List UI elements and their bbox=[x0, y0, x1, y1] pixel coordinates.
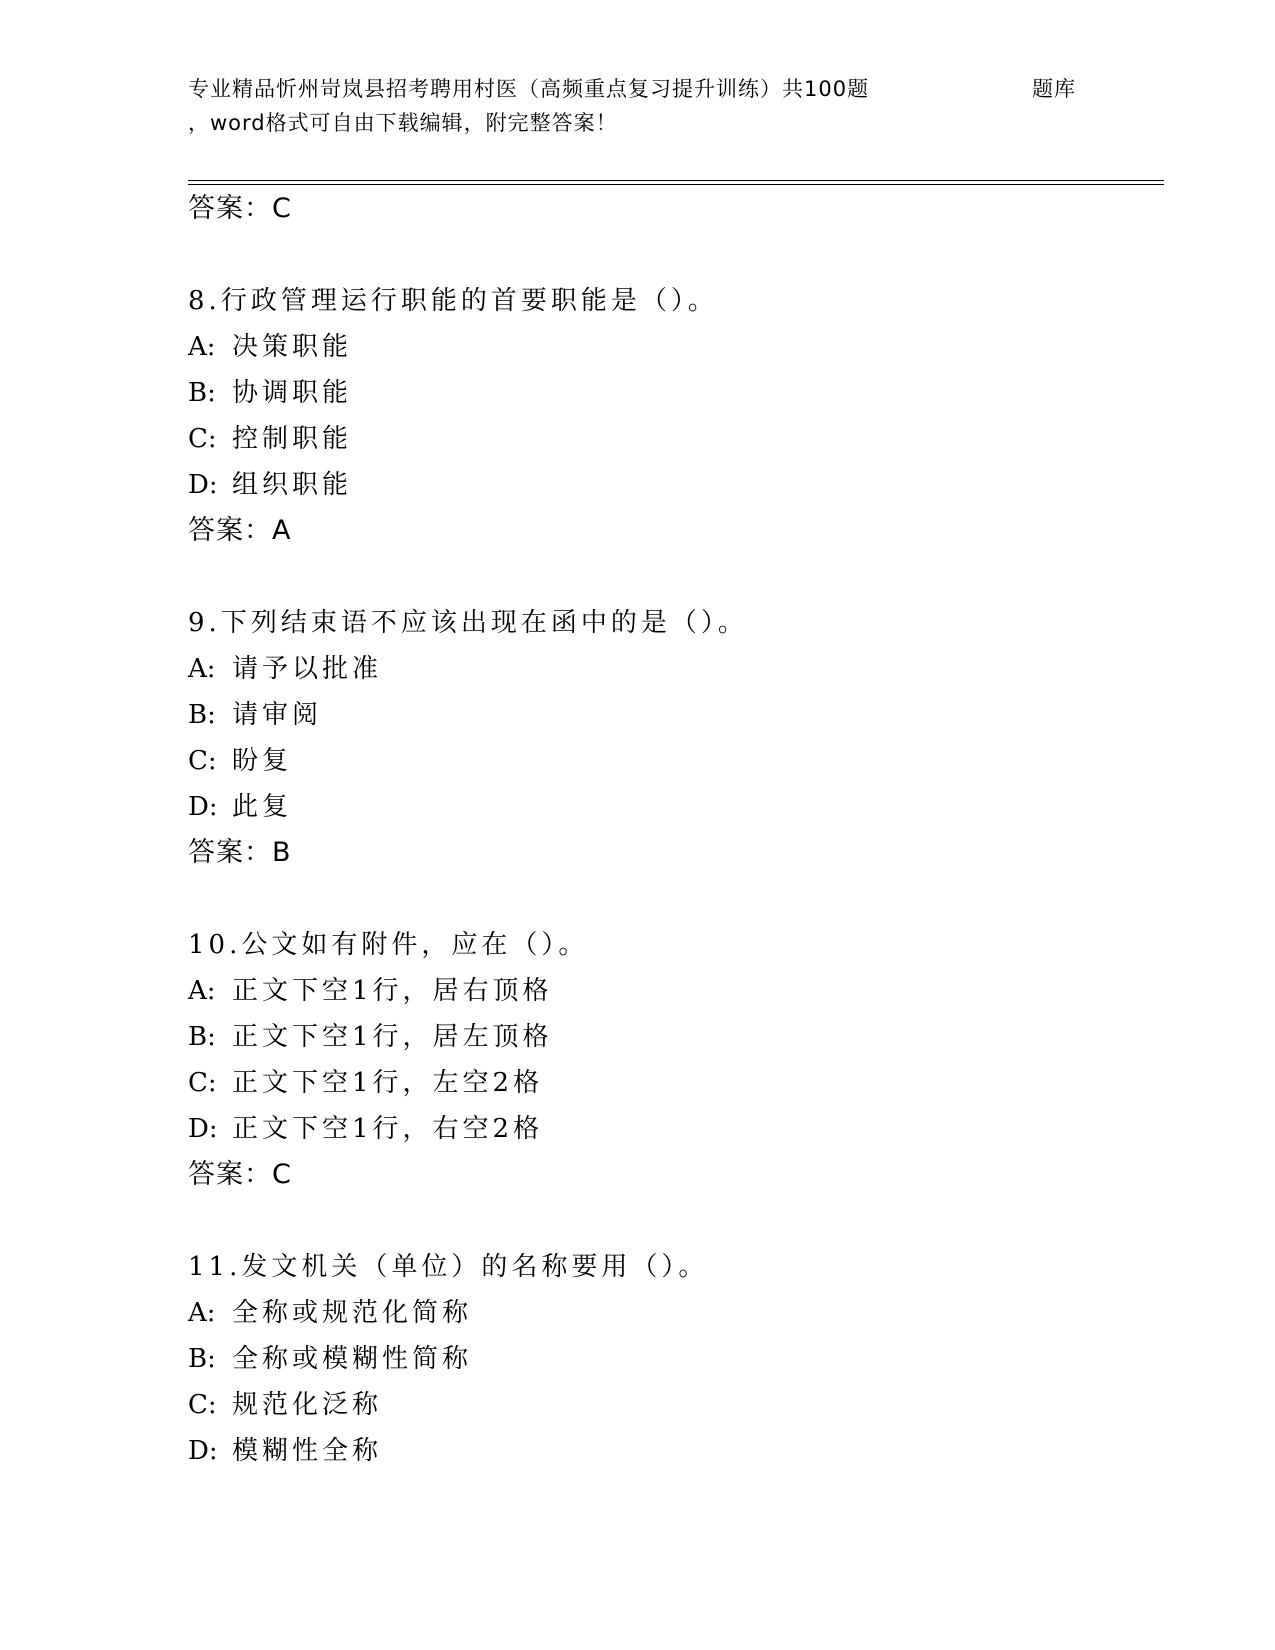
option-key: A: bbox=[188, 332, 216, 362]
option-text: 盼复 bbox=[232, 746, 293, 776]
header-divider-bottom bbox=[188, 184, 1164, 185]
option-key: B: bbox=[188, 700, 216, 730]
option-text: 请审阅 bbox=[232, 700, 323, 730]
option-text: 规范化泛称 bbox=[232, 1390, 383, 1420]
option-key: D: bbox=[188, 792, 218, 822]
answer-value: C bbox=[272, 193, 292, 224]
option-text: 控制职能 bbox=[232, 424, 353, 454]
option-a bbox=[188, 324, 1148, 370]
question-9 bbox=[188, 600, 1148, 876]
question-stem: 行政管理运行职能的首要职能是（）。 bbox=[220, 286, 718, 316]
option-a bbox=[188, 646, 1148, 692]
option-d bbox=[188, 1428, 1148, 1474]
question-stem: 公文如有附件，应在（）。 bbox=[241, 930, 589, 960]
option-d bbox=[188, 462, 1148, 508]
option-text: 正文下空1行，左空2格 bbox=[232, 1068, 544, 1098]
option-c bbox=[188, 1382, 1148, 1428]
answer-value: A bbox=[272, 515, 292, 546]
option-key: B: bbox=[188, 1022, 216, 1052]
option-b bbox=[188, 370, 1148, 416]
option-text: 决策职能 bbox=[232, 332, 353, 362]
option-key: B: bbox=[188, 1344, 216, 1374]
question-stem: 发文机关（单位）的名称要用（）。 bbox=[241, 1252, 709, 1282]
header-title-line-1 bbox=[188, 72, 1148, 106]
option-d bbox=[188, 1106, 1148, 1152]
option-a bbox=[188, 968, 1148, 1014]
option-text: 全称或模糊性简称 bbox=[232, 1344, 473, 1374]
option-b bbox=[188, 1014, 1148, 1060]
page-header bbox=[188, 72, 1148, 140]
previous-answer bbox=[188, 186, 1148, 232]
question-list bbox=[188, 186, 1148, 1474]
question-number: 9. bbox=[188, 608, 221, 638]
option-key: A: bbox=[188, 1298, 216, 1328]
question-text bbox=[188, 1244, 1148, 1290]
answer bbox=[188, 508, 1148, 554]
header-title: 专业精品忻州岢岚县招考聘用村医（高频重点复习提升训练）共100题 bbox=[188, 77, 870, 101]
question-text bbox=[188, 922, 1148, 968]
option-text: 请予以批准 bbox=[232, 654, 383, 684]
option-text: 正文下空1行，右空2格 bbox=[232, 1114, 544, 1144]
answer-label: 答案： bbox=[188, 1159, 272, 1190]
option-key: D: bbox=[188, 470, 218, 500]
option-text: 协调职能 bbox=[232, 378, 353, 408]
answer-label: 答案： bbox=[188, 515, 272, 546]
question-8 bbox=[188, 278, 1148, 554]
header-title-line-2: ，word格式可自由下载编辑，附完整答案！ bbox=[188, 111, 618, 135]
option-key: A: bbox=[188, 654, 216, 684]
option-b bbox=[188, 1336, 1148, 1382]
question-11 bbox=[188, 1244, 1148, 1474]
option-key: B: bbox=[188, 378, 216, 408]
option-key: C: bbox=[188, 1390, 217, 1420]
option-text: 组织职能 bbox=[232, 470, 353, 500]
option-text: 模糊性全称 bbox=[232, 1436, 383, 1466]
answer-value: C bbox=[272, 1159, 292, 1190]
question-text bbox=[188, 278, 1148, 324]
option-c bbox=[188, 1060, 1148, 1106]
option-d bbox=[188, 784, 1148, 830]
option-a bbox=[188, 1290, 1148, 1336]
option-text: 正文下空1行，居左顶格 bbox=[232, 1022, 553, 1052]
option-key: C: bbox=[188, 1068, 217, 1098]
answer-label: 答案： bbox=[188, 837, 272, 868]
option-c bbox=[188, 738, 1148, 784]
question-number: 10. bbox=[188, 930, 242, 960]
header-divider-top bbox=[188, 180, 1164, 181]
question-10 bbox=[188, 922, 1148, 1198]
question-stem: 下列结束语不应该出现在函中的是（）。 bbox=[220, 608, 748, 638]
option-text: 此复 bbox=[232, 792, 293, 822]
option-key: D: bbox=[188, 1436, 218, 1466]
answer-label: 答案： bbox=[188, 193, 272, 224]
option-text: 全称或规范化简称 bbox=[232, 1298, 473, 1328]
option-key: A: bbox=[188, 976, 216, 1006]
answer bbox=[188, 1152, 1148, 1198]
question-number: 8. bbox=[188, 286, 221, 316]
question-number: 11. bbox=[188, 1252, 242, 1282]
option-key: C: bbox=[188, 424, 217, 454]
answer-value: B bbox=[272, 837, 292, 868]
option-c bbox=[188, 416, 1148, 462]
option-text: 正文下空1行，居右顶格 bbox=[232, 976, 553, 1006]
option-key: C: bbox=[188, 746, 217, 776]
header-tag: 题库 bbox=[1032, 77, 1076, 101]
question-text bbox=[188, 600, 1148, 646]
option-key: D: bbox=[188, 1114, 218, 1144]
answer bbox=[188, 830, 1148, 876]
option-b bbox=[188, 692, 1148, 738]
